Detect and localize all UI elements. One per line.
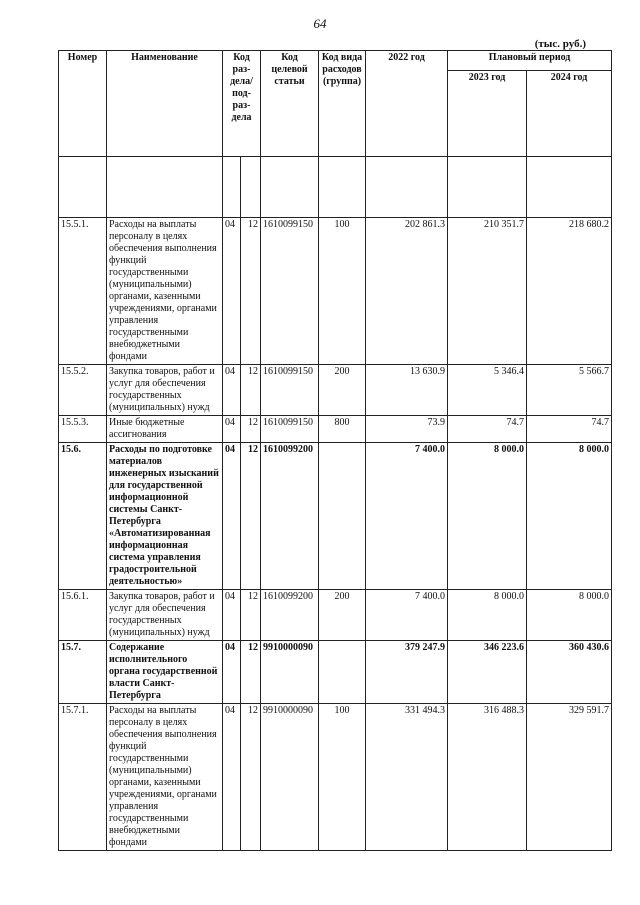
row-target-code: 1610099150 xyxy=(261,218,319,365)
row-section-code: 04 xyxy=(223,641,241,704)
header-2023: 2023 год xyxy=(448,71,527,157)
row-target-code: 9910000090 xyxy=(261,704,319,851)
row-subsection-code: 12 xyxy=(241,704,261,851)
row-amount-2022: 73.9 xyxy=(366,416,448,443)
row-section-code: 04 xyxy=(223,590,241,641)
row-section-code: 04 xyxy=(223,443,241,590)
row-subsection-code: 12 xyxy=(241,641,261,704)
row-amount-2023: 316 488.3 xyxy=(448,704,527,851)
row-section-code: 04 xyxy=(223,704,241,851)
row-amount-2023: 210 351.7 xyxy=(448,218,527,365)
row-amount-2023: 346 223.6 xyxy=(448,641,527,704)
row-amount-2022: 202 861.3 xyxy=(366,218,448,365)
row-amount-2024: 5 566.7 xyxy=(527,365,612,416)
row-subsection-code: 12 xyxy=(241,218,261,365)
table-row xyxy=(59,365,612,416)
table-row xyxy=(59,641,612,704)
table-row xyxy=(59,443,612,590)
table-row xyxy=(59,218,612,365)
row-name: Расходы на выплаты персоналу в целях обеспечения выполнения функций государственными (муниципальными) органами, казенными учреждениями, органами управления государственными внебюджетными фондами xyxy=(107,218,223,365)
row-amount-2024: 74.7 xyxy=(527,416,612,443)
row-amount-2022: 379 247.9 xyxy=(366,641,448,704)
row-kind-code: 800 xyxy=(319,416,366,443)
table-row xyxy=(59,704,612,851)
row-name: Расходы по подготовке материалов инженерных изысканий для государственной информационной системы Санкт-Петербурга «Автоматизированная информационная система управления градостроительной деятельностью» xyxy=(107,443,223,590)
row-name: Закупка товаров, работ и услуг для обеспечения государственных (муниципальных) нужд xyxy=(107,365,223,416)
header-number: Номер xyxy=(59,51,107,157)
row-number: 15.7.1. xyxy=(59,704,107,851)
header-kind: Код вида расходов (группа) xyxy=(319,51,366,157)
row-number: 15.6.1. xyxy=(59,590,107,641)
row-number: 15.7. xyxy=(59,641,107,704)
row-subsection-code: 12 xyxy=(241,590,261,641)
row-target-code: 1610099150 xyxy=(261,416,319,443)
row-number: 15.5.3. xyxy=(59,416,107,443)
row-subsection-code: 12 xyxy=(241,365,261,416)
row-amount-2023: 5 346.4 xyxy=(448,365,527,416)
row-number: 15.5.2. xyxy=(59,365,107,416)
row-amount-2022: 7 400.0 xyxy=(366,443,448,590)
row-name: Содержание исполнительного органа государственной власти Санкт-Петербурга xyxy=(107,641,223,704)
row-amount-2022: 7 400.0 xyxy=(366,590,448,641)
row-target-code: 1610099200 xyxy=(261,443,319,590)
row-kind-code: 200 xyxy=(319,365,366,416)
table-row xyxy=(59,590,612,641)
row-section-code: 04 xyxy=(223,365,241,416)
header-2022: 2022 год xyxy=(366,51,448,157)
header-section: Код раз-дела/ под-раз-дела xyxy=(223,51,261,157)
row-amount-2023: 8 000.0 xyxy=(448,443,527,590)
row-amount-2023: 8 000.0 xyxy=(448,590,527,641)
row-kind-code: 100 xyxy=(319,704,366,851)
row-section-code: 04 xyxy=(223,416,241,443)
row-subsection-code: 12 xyxy=(241,443,261,590)
header-plan-period: Плановый период xyxy=(448,51,612,71)
row-amount-2022: 331 494.3 xyxy=(366,704,448,851)
row-kind-code: 100 xyxy=(319,218,366,365)
row-number: 15.6. xyxy=(59,443,107,590)
row-target-code: 9910000090 xyxy=(261,641,319,704)
row-section-code: 04 xyxy=(223,218,241,365)
row-name: Иные бюджетные ассигнования xyxy=(107,416,223,443)
row-kind-code xyxy=(319,443,366,590)
row-amount-2024: 329 591.7 xyxy=(527,704,612,851)
header-2024: 2024 год xyxy=(527,71,612,157)
row-kind-code: 200 xyxy=(319,590,366,641)
row-name: Закупка товаров, работ и услуг для обеспечения государственных (муниципальных) нужд xyxy=(107,590,223,641)
row-number: 15.5.1. xyxy=(59,218,107,365)
table-row xyxy=(59,416,612,443)
budget-table xyxy=(58,50,612,851)
row-amount-2023: 74.7 xyxy=(448,416,527,443)
row-amount-2024: 8 000.0 xyxy=(527,590,612,641)
row-subsection-code: 12 xyxy=(241,416,261,443)
row-target-code: 1610099150 xyxy=(261,365,319,416)
spacer-row xyxy=(59,157,612,218)
row-amount-2024: 360 430.6 xyxy=(527,641,612,704)
row-amount-2024: 218 680.2 xyxy=(527,218,612,365)
row-kind-code xyxy=(319,641,366,704)
row-name: Расходы на выплаты персоналу в целях обеспечения выполнения функций государственными (муниципальными) органами, казенными учреждениями, органами управления государственными внебюджетными фондами xyxy=(107,704,223,851)
page-number: 64 xyxy=(313,16,327,31)
row-amount-2022: 13 630.9 xyxy=(366,365,448,416)
header-target: Код целевой статьи xyxy=(261,51,319,157)
units-label: (тыс. руб.) xyxy=(534,38,586,50)
row-amount-2024: 8 000.0 xyxy=(527,443,612,590)
row-target-code: 1610099200 xyxy=(261,590,319,641)
header-name: Наименование xyxy=(107,51,223,157)
